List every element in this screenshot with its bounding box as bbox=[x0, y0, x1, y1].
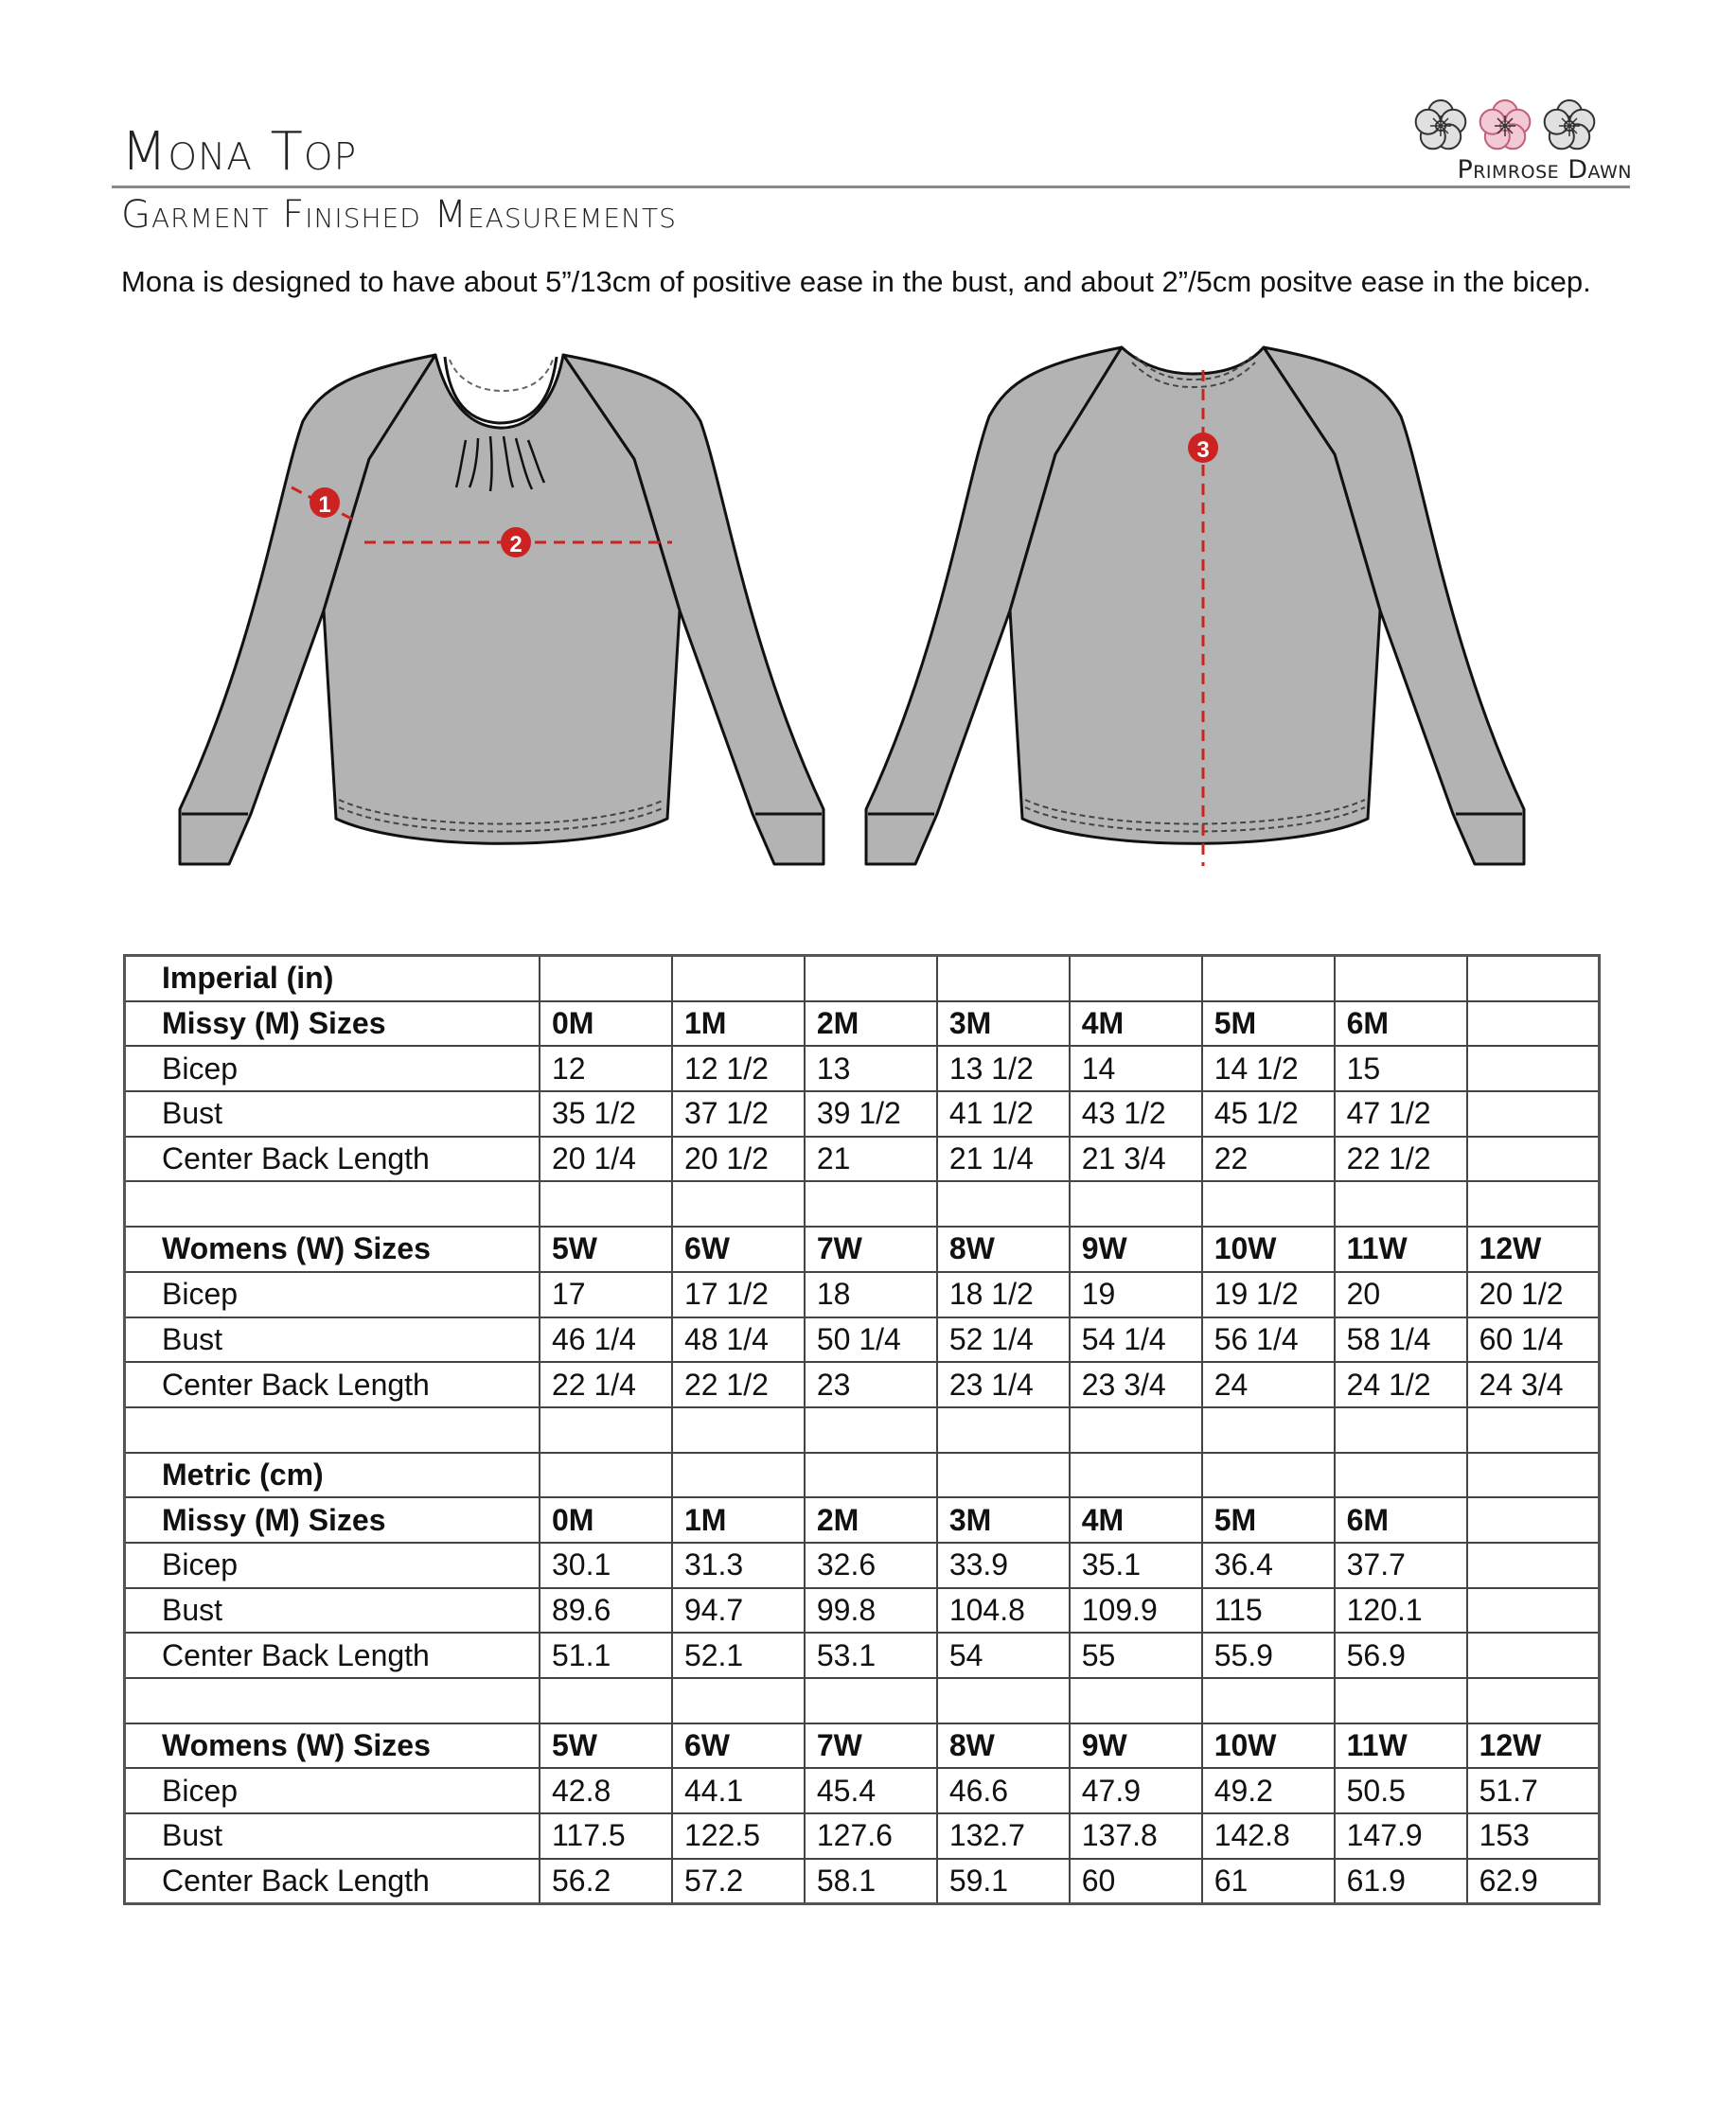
table-cell bbox=[1467, 1001, 1600, 1047]
table-row bbox=[125, 1768, 1600, 1813]
table-row bbox=[125, 956, 1600, 1001]
marker-2 bbox=[501, 527, 531, 557]
table-row-label bbox=[125, 1678, 540, 1723]
table-cell: 14 bbox=[1070, 1046, 1202, 1091]
table-cell: 23 3/4 bbox=[1070, 1362, 1202, 1407]
table-cell: 1M bbox=[672, 1497, 805, 1543]
table-cell: 137.8 bbox=[1070, 1813, 1202, 1859]
table-row-label: Bicep bbox=[125, 1543, 540, 1588]
table-cell: 4M bbox=[1070, 1497, 1202, 1543]
table-row bbox=[125, 1859, 1600, 1904]
table-cell: 53.1 bbox=[805, 1633, 937, 1678]
table-cell bbox=[672, 1678, 805, 1723]
table-cell: 32.6 bbox=[805, 1543, 937, 1588]
table-cell bbox=[937, 1407, 1070, 1453]
table-cell bbox=[937, 956, 1070, 1001]
table-cell bbox=[540, 1407, 672, 1453]
table-cell bbox=[540, 1181, 672, 1227]
table-cell bbox=[1467, 956, 1600, 1001]
table-cell bbox=[1467, 1678, 1600, 1723]
table-cell: 13 bbox=[805, 1046, 937, 1091]
table-row-label: Bust bbox=[125, 1091, 540, 1137]
table-cell: 23 bbox=[805, 1362, 937, 1407]
table-cell: 5M bbox=[1202, 1497, 1335, 1543]
table-row bbox=[125, 1543, 1600, 1588]
table-cell bbox=[1335, 1181, 1467, 1227]
flower-logo-icon bbox=[1405, 97, 1632, 155]
back-view bbox=[866, 347, 1524, 864]
table-cell bbox=[1070, 1181, 1202, 1227]
table-cell: 10W bbox=[1202, 1227, 1335, 1272]
marker-3 bbox=[1188, 433, 1218, 463]
table-cell: 0M bbox=[540, 1001, 672, 1047]
table-cell: 60 1/4 bbox=[1467, 1317, 1600, 1363]
table-row bbox=[125, 1001, 1600, 1047]
table-cell bbox=[1202, 1181, 1335, 1227]
table-row-label: Bicep bbox=[125, 1046, 540, 1091]
table-cell: 22 bbox=[1202, 1137, 1335, 1182]
page-title: Mona Top bbox=[121, 121, 358, 183]
table-cell: 89.6 bbox=[540, 1588, 672, 1634]
table-cell: 12 bbox=[540, 1046, 672, 1091]
table-cell: 20 1/2 bbox=[1467, 1272, 1600, 1317]
intro-text: Mona is designed to have about 5”/13cm of positive ease in the bust, and about 2”/5cm positve ease in the bicep. bbox=[121, 265, 1591, 298]
table-cell: 147.9 bbox=[1335, 1813, 1467, 1859]
table-cell: 2M bbox=[805, 1497, 937, 1543]
table-row-label: Missy (M) Sizes bbox=[125, 1001, 540, 1047]
table-cell: 39 1/2 bbox=[805, 1091, 937, 1137]
table-cell: 61.9 bbox=[1335, 1859, 1467, 1904]
table-cell: 2M bbox=[805, 1001, 937, 1047]
table-cell: 31.3 bbox=[672, 1543, 805, 1588]
measurements-table bbox=[123, 954, 1601, 1905]
table-cell: 11W bbox=[1335, 1723, 1467, 1769]
table-cell bbox=[1467, 1046, 1600, 1091]
table-cell: 22 1/4 bbox=[540, 1362, 672, 1407]
table-cell: 51.7 bbox=[1467, 1768, 1600, 1813]
table-cell: 35.1 bbox=[1070, 1543, 1202, 1588]
table-cell: 47.9 bbox=[1070, 1768, 1202, 1813]
table-cell bbox=[1467, 1137, 1600, 1182]
table-cell: 17 1/2 bbox=[672, 1272, 805, 1317]
table-cell: 3M bbox=[937, 1001, 1070, 1047]
table-cell: 5W bbox=[540, 1723, 672, 1769]
table-cell bbox=[1202, 1453, 1335, 1498]
table-cell: 4M bbox=[1070, 1001, 1202, 1047]
table-cell: 11W bbox=[1335, 1227, 1467, 1272]
table-cell: 24 bbox=[1202, 1362, 1335, 1407]
table-cell: 115 bbox=[1202, 1588, 1335, 1634]
table-cell: 56 1/4 bbox=[1202, 1317, 1335, 1363]
table-cell: 99.8 bbox=[805, 1588, 937, 1634]
table-cell bbox=[1335, 956, 1467, 1001]
table-cell: 54 bbox=[937, 1633, 1070, 1678]
table-row bbox=[125, 1317, 1600, 1363]
table-cell: 52.1 bbox=[672, 1633, 805, 1678]
table-row bbox=[125, 1678, 1600, 1723]
table-cell: 21 3/4 bbox=[1070, 1137, 1202, 1182]
table-cell bbox=[1335, 1453, 1467, 1498]
table-cell: 58 1/4 bbox=[1335, 1317, 1467, 1363]
table-cell: 47 1/2 bbox=[1335, 1091, 1467, 1137]
table-cell: 12W bbox=[1467, 1723, 1600, 1769]
table-cell: 10W bbox=[1202, 1723, 1335, 1769]
table-cell: 142.8 bbox=[1202, 1813, 1335, 1859]
table-cell: 6M bbox=[1335, 1001, 1467, 1047]
table-cell: 9W bbox=[1070, 1227, 1202, 1272]
table-cell: 153 bbox=[1467, 1813, 1600, 1859]
table-row-label bbox=[125, 1181, 540, 1227]
table-row-label: Bust bbox=[125, 1317, 540, 1363]
table-cell: 50 1/4 bbox=[805, 1317, 937, 1363]
table-cell: 57.2 bbox=[672, 1859, 805, 1904]
table-cell bbox=[1467, 1633, 1600, 1678]
table-cell: 44.1 bbox=[672, 1768, 805, 1813]
table-cell bbox=[540, 1453, 672, 1498]
table-cell bbox=[1070, 1678, 1202, 1723]
table-row bbox=[125, 1181, 1600, 1227]
table-row-label: Metric (cm) bbox=[125, 1453, 540, 1498]
table-row-label: Bust bbox=[125, 1588, 540, 1634]
table-cell bbox=[1202, 1678, 1335, 1723]
table-cell: 36.4 bbox=[1202, 1543, 1335, 1588]
table-cell bbox=[1335, 1407, 1467, 1453]
table-cell: 1M bbox=[672, 1001, 805, 1047]
table-row-label: Womens (W) Sizes bbox=[125, 1723, 540, 1769]
table-cell: 127.6 bbox=[805, 1813, 937, 1859]
table-cell: 8W bbox=[937, 1723, 1070, 1769]
table-cell: 19 bbox=[1070, 1272, 1202, 1317]
table-cell: 19 1/2 bbox=[1202, 1272, 1335, 1317]
table-cell: 61 bbox=[1202, 1859, 1335, 1904]
table-row-label: Center Back Length bbox=[125, 1137, 540, 1182]
table-cell bbox=[1070, 956, 1202, 1001]
table-cell: 20 1/4 bbox=[540, 1137, 672, 1182]
table-cell bbox=[1335, 1678, 1467, 1723]
table-cell: 120.1 bbox=[1335, 1588, 1467, 1634]
table-cell bbox=[937, 1678, 1070, 1723]
table-cell: 5M bbox=[1202, 1001, 1335, 1047]
table-cell: 59.1 bbox=[937, 1859, 1070, 1904]
table-cell: 14 1/2 bbox=[1202, 1046, 1335, 1091]
table-cell bbox=[672, 956, 805, 1001]
table-row bbox=[125, 1091, 1600, 1137]
table-row-label: Center Back Length bbox=[125, 1633, 540, 1678]
table-cell bbox=[1202, 956, 1335, 1001]
table-row-label: Womens (W) Sizes bbox=[125, 1227, 540, 1272]
table-cell: 62.9 bbox=[1467, 1859, 1600, 1904]
table-cell bbox=[805, 1453, 937, 1498]
table-cell: 6W bbox=[672, 1227, 805, 1272]
table-row bbox=[125, 1723, 1600, 1769]
table-cell: 37.7 bbox=[1335, 1543, 1467, 1588]
table-cell: 18 1/2 bbox=[937, 1272, 1070, 1317]
page-subtitle: Garment Finished Measurements bbox=[121, 193, 677, 237]
table-cell bbox=[1467, 1588, 1600, 1634]
table-cell: 24 1/2 bbox=[1335, 1362, 1467, 1407]
table-cell bbox=[1070, 1453, 1202, 1498]
table-cell: 94.7 bbox=[672, 1588, 805, 1634]
table-cell: 56.9 bbox=[1335, 1633, 1467, 1678]
table-cell: 56.2 bbox=[540, 1859, 672, 1904]
table-cell: 22 1/2 bbox=[672, 1362, 805, 1407]
svg-text:1: 1 bbox=[318, 492, 331, 518]
table-cell: 8W bbox=[937, 1227, 1070, 1272]
table-cell bbox=[1467, 1497, 1600, 1543]
table-cell bbox=[672, 1453, 805, 1498]
table-row bbox=[125, 1227, 1600, 1272]
table-cell bbox=[540, 1678, 672, 1723]
table-row-label: Bicep bbox=[125, 1768, 540, 1813]
table-cell: 3M bbox=[937, 1497, 1070, 1543]
table-cell: 21 bbox=[805, 1137, 937, 1182]
table-cell: 52 1/4 bbox=[937, 1317, 1070, 1363]
table-cell: 55.9 bbox=[1202, 1633, 1335, 1678]
table-cell: 122.5 bbox=[672, 1813, 805, 1859]
table-cell bbox=[672, 1407, 805, 1453]
table-row bbox=[125, 1813, 1600, 1859]
table-row bbox=[125, 1497, 1600, 1543]
table-row-label: Center Back Length bbox=[125, 1859, 540, 1904]
table-row bbox=[125, 1272, 1600, 1317]
table-cell: 117.5 bbox=[540, 1813, 672, 1859]
table-cell: 6M bbox=[1335, 1497, 1467, 1543]
brand-name: Primrose Dawn bbox=[1457, 155, 1632, 185]
table-cell: 104.8 bbox=[937, 1588, 1070, 1634]
table-cell: 30.1 bbox=[540, 1543, 672, 1588]
table-cell: 12W bbox=[1467, 1227, 1600, 1272]
table-cell: 20 1/2 bbox=[672, 1137, 805, 1182]
table-cell: 51.1 bbox=[540, 1633, 672, 1678]
table-cell: 37 1/2 bbox=[672, 1091, 805, 1137]
table-cell: 18 bbox=[805, 1272, 937, 1317]
table-cell: 42.8 bbox=[540, 1768, 672, 1813]
table-cell: 46.6 bbox=[937, 1768, 1070, 1813]
table-row-label bbox=[125, 1407, 540, 1453]
table-row bbox=[125, 1453, 1600, 1498]
measurements-table-body bbox=[125, 956, 1600, 1904]
table-cell: 9W bbox=[1070, 1723, 1202, 1769]
table-cell bbox=[672, 1181, 805, 1227]
table-cell: 50.5 bbox=[1335, 1768, 1467, 1813]
table-cell: 15 bbox=[1335, 1046, 1467, 1091]
garment-diagram bbox=[161, 336, 1543, 894]
table-cell bbox=[1467, 1453, 1600, 1498]
table-cell: 46 1/4 bbox=[540, 1317, 672, 1363]
table-cell bbox=[805, 1678, 937, 1723]
table-cell: 43 1/2 bbox=[1070, 1091, 1202, 1137]
table-cell: 0M bbox=[540, 1497, 672, 1543]
table-cell: 48 1/4 bbox=[672, 1317, 805, 1363]
table-cell: 45 1/2 bbox=[1202, 1091, 1335, 1137]
table-row-label: Bust bbox=[125, 1813, 540, 1859]
table-cell: 49.2 bbox=[1202, 1768, 1335, 1813]
svg-text:2: 2 bbox=[509, 532, 523, 557]
table-cell: 132.7 bbox=[937, 1813, 1070, 1859]
table-row-label: Imperial (in) bbox=[125, 956, 540, 1001]
table-cell bbox=[1070, 1407, 1202, 1453]
table-cell bbox=[805, 1181, 937, 1227]
table-cell bbox=[805, 956, 937, 1001]
table-cell bbox=[1202, 1407, 1335, 1453]
brand-logo bbox=[1384, 97, 1632, 184]
table-cell: 13 1/2 bbox=[937, 1046, 1070, 1091]
table-cell: 54 1/4 bbox=[1070, 1317, 1202, 1363]
table-row-label: Missy (M) Sizes bbox=[125, 1497, 540, 1543]
table-cell: 17 bbox=[540, 1272, 672, 1317]
table-cell: 24 3/4 bbox=[1467, 1362, 1600, 1407]
table-cell bbox=[540, 956, 672, 1001]
table-cell: 58.1 bbox=[805, 1859, 937, 1904]
table-cell: 7W bbox=[805, 1227, 937, 1272]
table-cell: 109.9 bbox=[1070, 1588, 1202, 1634]
header-divider bbox=[112, 186, 1630, 188]
table-row bbox=[125, 1362, 1600, 1407]
table-cell: 41 1/2 bbox=[937, 1091, 1070, 1137]
front-view bbox=[180, 355, 824, 864]
table-cell bbox=[937, 1181, 1070, 1227]
table-cell bbox=[1467, 1543, 1600, 1588]
table-cell: 33.9 bbox=[937, 1543, 1070, 1588]
table-row-label: Bicep bbox=[125, 1272, 540, 1317]
table-cell: 21 1/4 bbox=[937, 1137, 1070, 1182]
table-row-label: Center Back Length bbox=[125, 1362, 540, 1407]
table-cell: 55 bbox=[1070, 1633, 1202, 1678]
table-cell: 23 1/4 bbox=[937, 1362, 1070, 1407]
table-cell: 60 bbox=[1070, 1859, 1202, 1904]
table-cell: 20 bbox=[1335, 1272, 1467, 1317]
table-row bbox=[125, 1633, 1600, 1678]
table-row bbox=[125, 1137, 1600, 1182]
table-cell bbox=[937, 1453, 1070, 1498]
table-cell: 35 1/2 bbox=[540, 1091, 672, 1137]
table-cell bbox=[805, 1407, 937, 1453]
table-row bbox=[125, 1588, 1600, 1634]
svg-text:3: 3 bbox=[1196, 437, 1210, 463]
table-row bbox=[125, 1046, 1600, 1091]
table-cell bbox=[1467, 1407, 1600, 1453]
table-cell: 12 1/2 bbox=[672, 1046, 805, 1091]
table-cell: 6W bbox=[672, 1723, 805, 1769]
table-cell: 7W bbox=[805, 1723, 937, 1769]
table-row bbox=[125, 1407, 1600, 1453]
marker-1 bbox=[310, 487, 340, 518]
table-cell bbox=[1467, 1091, 1600, 1137]
table-cell: 22 1/2 bbox=[1335, 1137, 1467, 1182]
table-cell bbox=[1467, 1181, 1600, 1227]
table-cell: 45.4 bbox=[805, 1768, 937, 1813]
table-cell: 5W bbox=[540, 1227, 672, 1272]
